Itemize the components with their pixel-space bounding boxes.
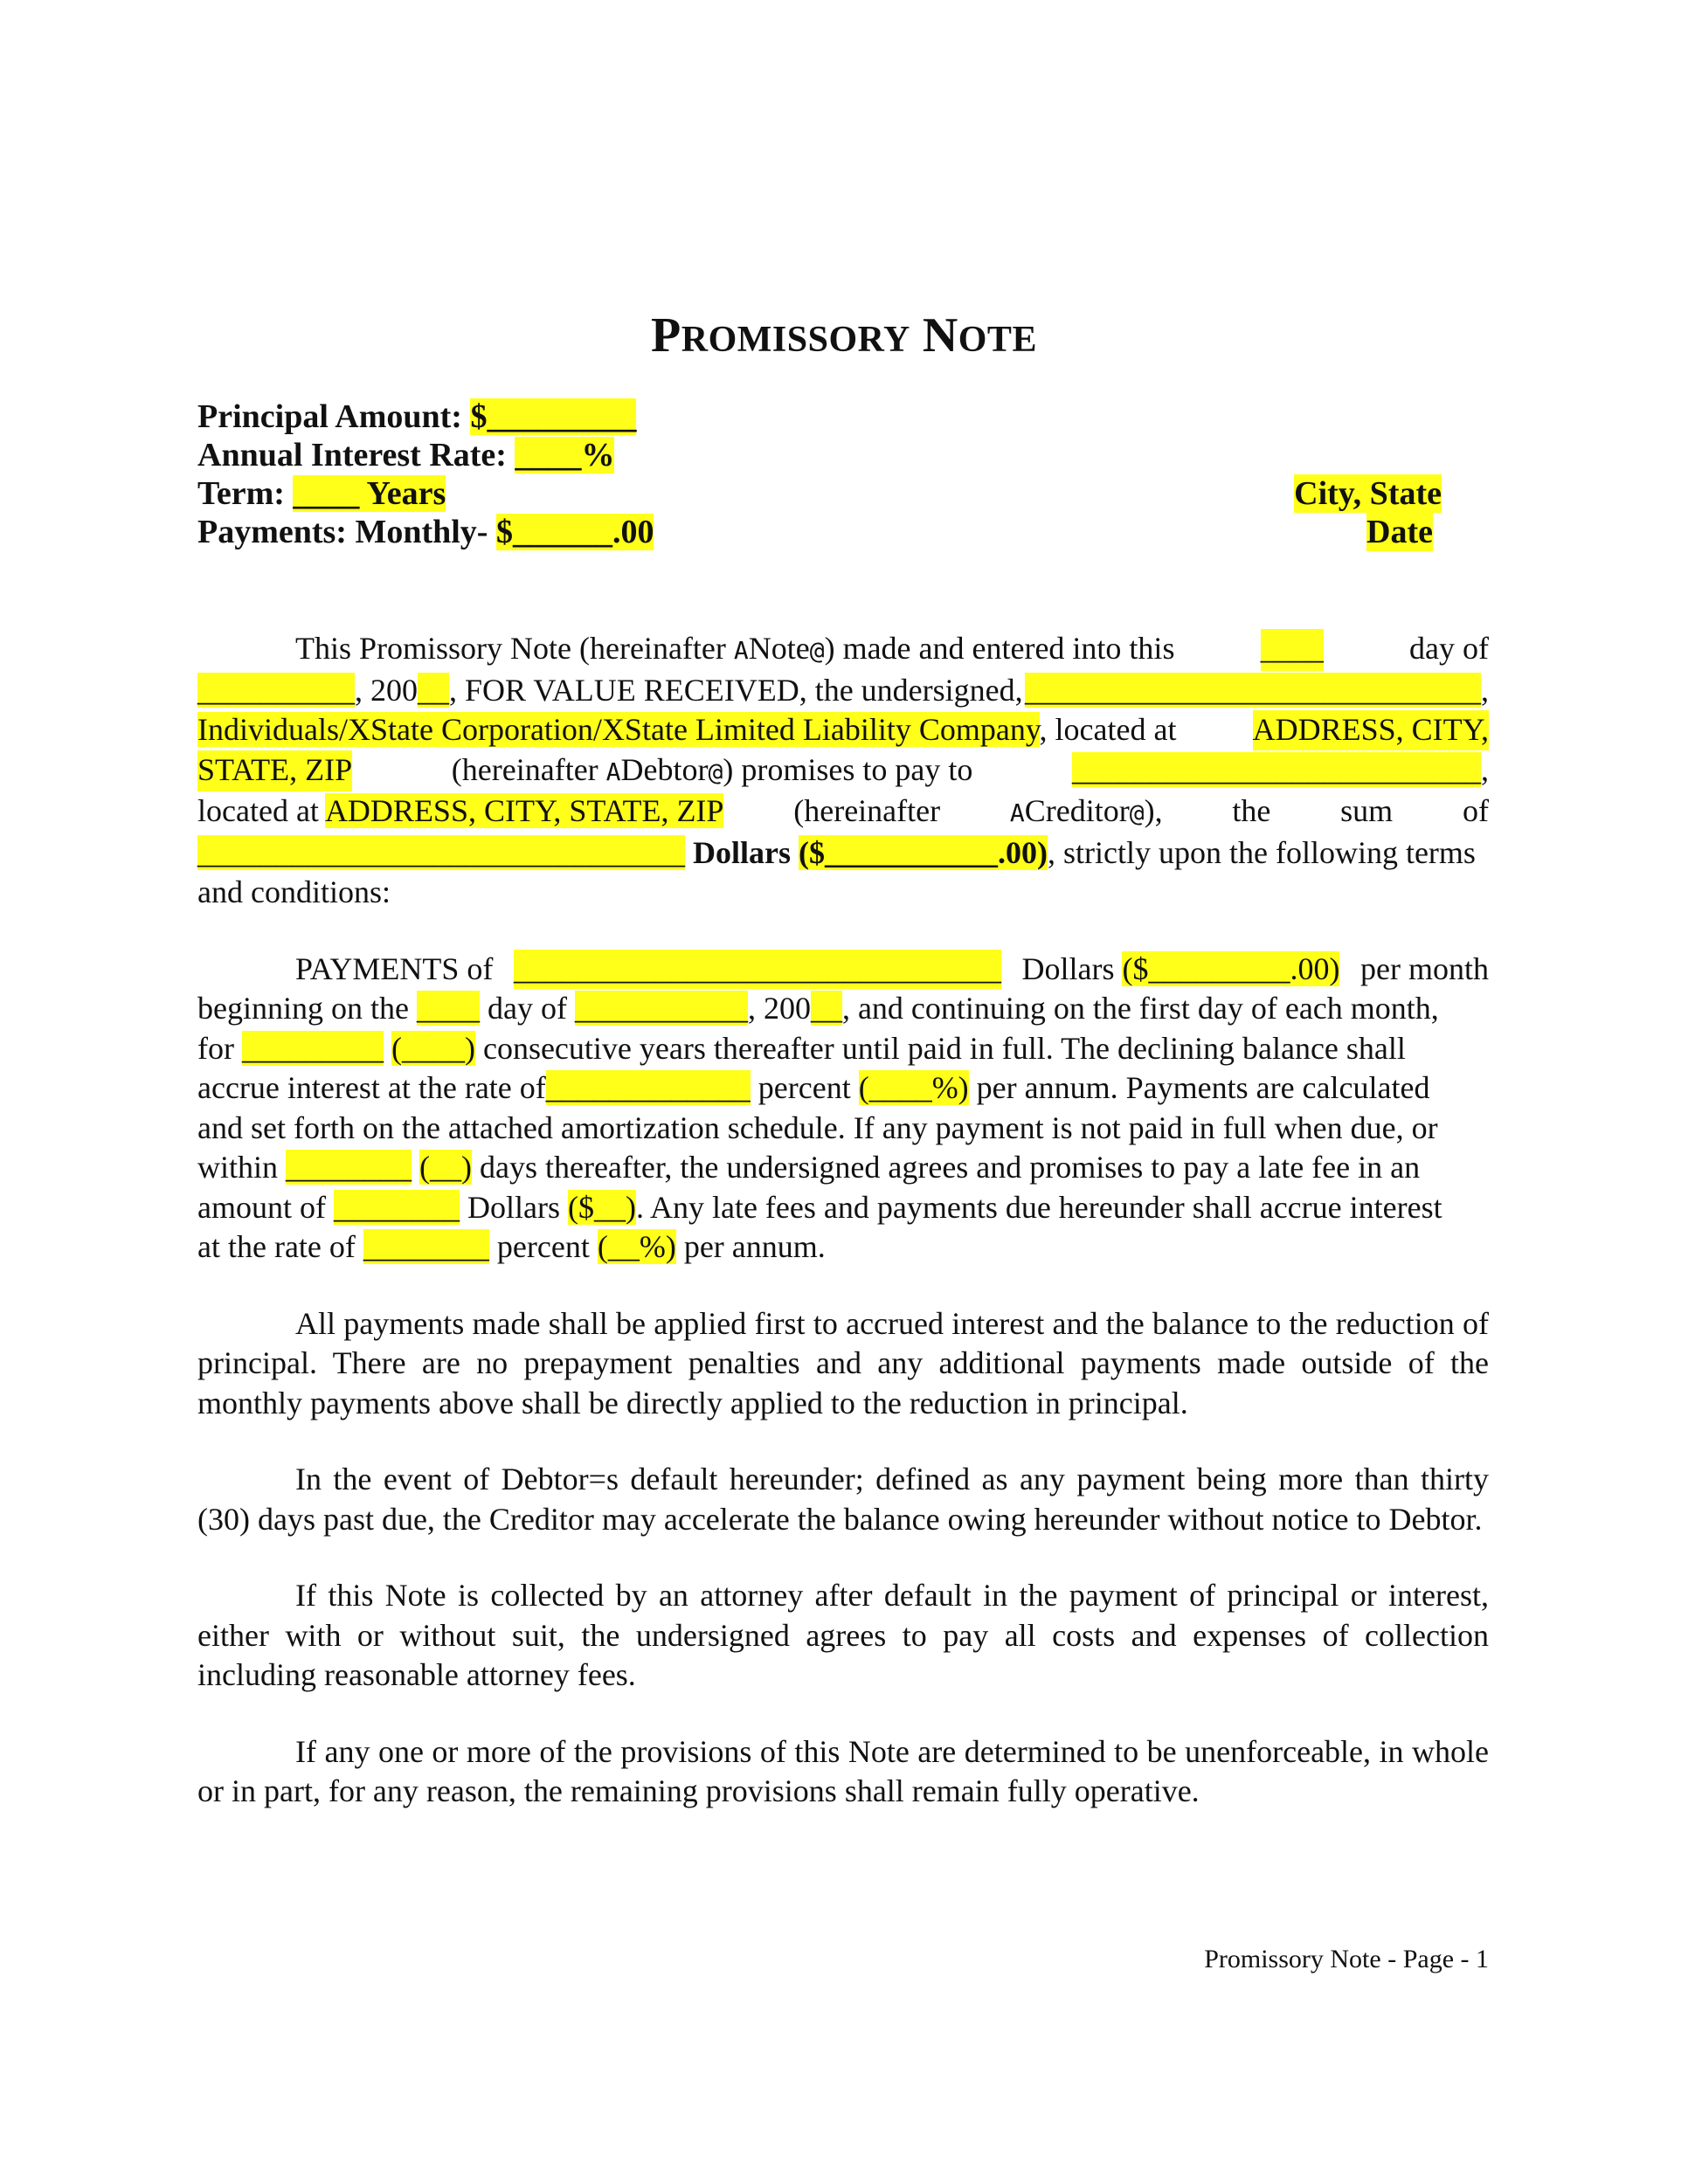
text: ),	[1144, 793, 1163, 828]
text: beginning on the	[197, 991, 409, 1026]
text: days thereafter, the undersigned agrees and promises to pay a late fee in an	[480, 1150, 1421, 1185]
text: Dollars	[1021, 950, 1115, 986]
rate-percent-field[interactable]: (____%)	[858, 1070, 969, 1105]
start-month-field[interactable]: ___________	[574, 991, 748, 1026]
text: Creditor	[1024, 793, 1130, 828]
day-field[interactable]: ____	[1261, 629, 1324, 671]
text: ,	[1481, 751, 1489, 787]
paragraph-payments	[197, 950, 1489, 1268]
text: (hereinafter	[793, 793, 941, 828]
grace-words-field[interactable]: ________	[286, 1150, 412, 1185]
text: @	[1129, 798, 1145, 827]
title-initial-1: P	[651, 308, 681, 363]
creditor-name-field[interactable]: __________________________	[1072, 751, 1481, 787]
page-footer: Promissory Note - Page - 1	[1204, 1945, 1489, 1973]
text: If any one or more of the provisions of this Note are determined to be unenforceable, in whole or in part, for any reason, the remaining provisions shall remain fully operative.	[197, 1733, 1489, 1808]
debtor-address-field-cont[interactable]: STATE, ZIP	[197, 750, 352, 792]
note-body	[197, 629, 1489, 1849]
rate-field[interactable]: ____%	[515, 437, 615, 473]
text: for	[197, 1030, 234, 1066]
text: Dollars	[693, 834, 791, 870]
late-rate-percent-field[interactable]: (__%)	[597, 1229, 676, 1264]
text: PAYMENTS of	[295, 950, 494, 986]
paragraph-severability	[197, 1732, 1489, 1812]
text: , located at	[1039, 712, 1177, 747]
text: , FOR VALUE RECEIVED, the undersigned,	[449, 672, 1023, 708]
text: ) made and entered into this	[824, 631, 1175, 666]
text: . Any late fees and payments due hereunder shall accrue interest	[635, 1189, 1442, 1225]
rate-words-field[interactable]: _____________	[545, 1070, 751, 1105]
text: day of	[487, 991, 567, 1026]
late-fee-words-field[interactable]: ________	[333, 1189, 460, 1225]
text: A	[1009, 798, 1025, 827]
paragraph-application	[197, 1304, 1489, 1424]
city-state-field[interactable]: City, State	[1294, 475, 1442, 512]
text: percent	[758, 1070, 851, 1105]
text: A	[733, 636, 749, 665]
years-number-field[interactable]: (____)	[391, 1030, 475, 1066]
paragraph-collection	[197, 1576, 1489, 1696]
text: , 200	[355, 672, 418, 708]
years-words-field[interactable]: _________	[241, 1030, 384, 1066]
text: (hereinafter	[451, 751, 606, 787]
text: of	[1462, 793, 1489, 828]
text: , and continuing on the first day of each month,	[841, 991, 1439, 1026]
sum-amount-field[interactable]: ($___________.00)	[799, 834, 1048, 870]
debtor-name-field[interactable]: _____________________________	[1025, 672, 1481, 708]
text: All payments made shall be applied first to accrued interest and the balance to the reduction of principal. There are no prepayment penalties and any additional payments made outside of the monthly payments above shall be directly applied to the reduction in principal.	[197, 1305, 1489, 1420]
late-fee-amount-field[interactable]: ($__)	[567, 1189, 636, 1225]
text: per annum.	[683, 1229, 826, 1264]
principal-field[interactable]: $_________	[470, 398, 637, 435]
principal-label: Principal Amount:	[197, 398, 462, 435]
paragraph-default	[197, 1460, 1489, 1539]
text: per month	[1360, 950, 1489, 986]
debtor-address-field[interactable]: ADDRESS, CITY,	[1253, 710, 1489, 750]
text: This Promissory Note (hereinafter	[295, 631, 734, 666]
text: , 200	[747, 991, 811, 1026]
sum-words-field[interactable]: _______________________________	[197, 834, 685, 870]
text: amount of	[197, 1189, 326, 1225]
start-year-field[interactable]: __	[810, 991, 842, 1026]
text: sum	[1340, 793, 1394, 828]
text: day of	[1409, 631, 1489, 666]
title-rest-1: ROMISSORY	[681, 320, 910, 360]
payments-field[interactable]: $______.00	[495, 514, 654, 550]
month-field[interactable]: __________	[197, 672, 355, 708]
title-rest-2: OTE	[958, 320, 1037, 360]
text: Note	[748, 631, 810, 666]
text: , strictly upon the following terms	[1047, 834, 1476, 870]
note-summary	[197, 397, 1499, 551]
rate-label: Annual Interest Rate:	[197, 437, 507, 473]
document-title	[0, 308, 1688, 363]
text: Debtor	[620, 751, 709, 787]
text: consecutive years thereafter until paid in full. The declining balance shall	[482, 1030, 1406, 1066]
year-field[interactable]: __	[418, 672, 449, 708]
text: and conditions:	[197, 874, 391, 909]
text: and set forth on the attached amortization schedule. If any payment is not paid in full when due, or	[197, 1109, 1438, 1145]
payment-amount-field[interactable]: ($_________.00)	[1122, 950, 1340, 986]
payment-words-field[interactable]: _______________________________	[514, 950, 1001, 990]
text: within	[197, 1150, 279, 1185]
title-initial-2: N	[922, 308, 958, 363]
text: A	[605, 757, 621, 786]
text: @	[708, 757, 723, 786]
text: the	[1232, 793, 1271, 828]
date-field[interactable]: Date	[1366, 514, 1433, 550]
text: accrue interest at the rate of	[197, 1070, 546, 1105]
text: located at	[197, 793, 319, 828]
term-field[interactable]: ____ Years	[293, 475, 446, 512]
creditor-address-field[interactable]: ADDRESS, CITY, STATE, ZIP	[324, 793, 724, 828]
debtor-entity-field[interactable]: Individuals/XState Corporation/XState Limited Liability Company	[197, 712, 1040, 747]
text: ,	[1481, 672, 1489, 708]
late-rate-words-field[interactable]: ________	[363, 1229, 489, 1264]
term-label: Term:	[197, 475, 285, 512]
text: @	[809, 636, 825, 665]
start-day-field[interactable]: ____	[416, 991, 480, 1026]
text: ) promises to pay to	[723, 751, 973, 787]
paragraph-parties	[197, 629, 1489, 913]
text: If this Note is collected by an attorney after default in the payment of principal or interest, either with or without suit, the undersigned agrees to pay all costs and expenses of collection including reasonable attorney fees.	[197, 1578, 1489, 1692]
text: at the rate of	[197, 1229, 356, 1264]
text: Dollars	[467, 1189, 560, 1225]
text: percent	[496, 1229, 590, 1264]
text: per annum. Payments are calculated	[976, 1070, 1430, 1105]
payments-label: Payments: Monthly-	[197, 514, 488, 550]
grace-number-field[interactable]: (__)	[419, 1150, 472, 1185]
text: In the event of Debtor=s default hereunder; defined as any payment being more than thirty (30) days past due, the Creditor may accelerate the balance owing hereunder without notice to Debtor.	[197, 1462, 1489, 1537]
